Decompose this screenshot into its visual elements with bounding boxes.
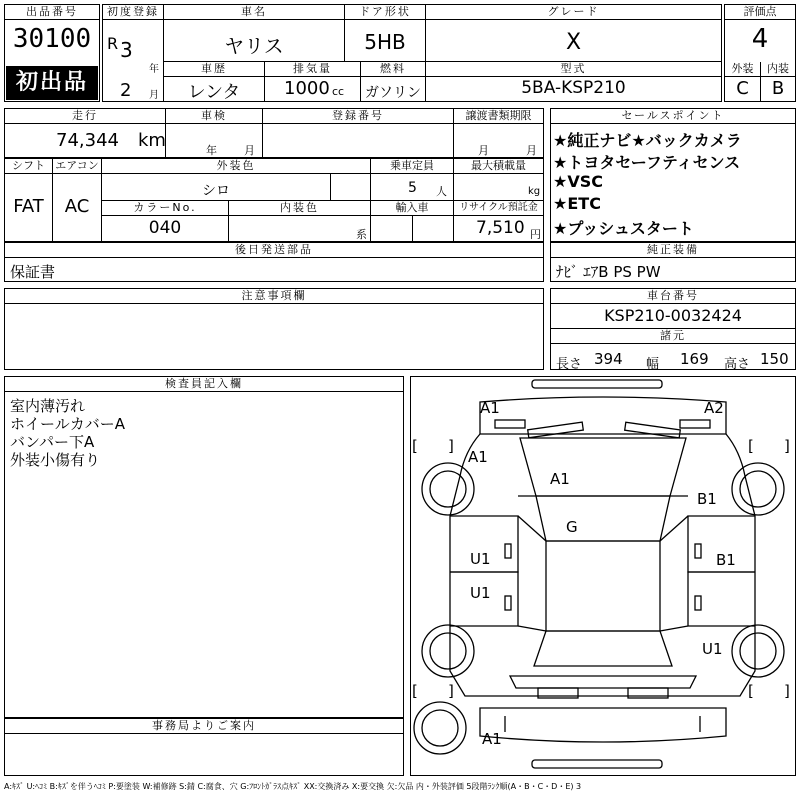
sales-point-5: ★プッシュスタート [553,219,694,238]
bracket-rear-right-close: ] [784,682,790,700]
model-code: 5BA-KSP210 [521,78,626,98]
score-value: 4 [751,24,769,54]
height-value: 150 [760,350,789,368]
grade-value: X [565,30,582,55]
inspector-line-3: バンパー下A [10,433,95,451]
mark-rear: A1 [482,730,502,748]
history-label: 車歴 [164,62,264,77]
bracket-rear-left-close: ] [448,682,454,700]
interior-label: 内装 [761,62,795,77]
inspector-line-4: 外装小傷有り [10,451,101,469]
displacement-label: 排気量 [265,62,360,77]
capacity-value: 5 [408,180,417,196]
ext-color-label: 外装色 [102,159,370,174]
mark-door-left-front: U1 [470,550,491,568]
width-label: 幅 [646,357,660,372]
inspector-line-2: ホイールカバーA [10,415,125,433]
kg-unit: kg [528,186,541,197]
bracket-front-right-close: ] [784,437,790,455]
mark-quarter-right: U1 [702,640,723,658]
cc-unit: cc [332,85,345,98]
lot-number: 30100 [12,24,92,54]
length-value: 394 [594,350,623,368]
kei-unit: 系 [356,228,367,241]
sales-point-label: セールスポイント [551,109,795,124]
inspection-year-unit: 年 [206,144,217,157]
exterior-grade: C [736,78,749,99]
legend-text: A:ｷｽﾞ U:ﾍｺﾐ B:ｷｽﾞを伴うﾍｺﾐ P:要塗装 W:補修跡 S:錆 C:腐食、穴 G:ﾌﾛﾝﾄｶﾞﾗｽ点ｷｽﾞ XX:交換済み X:要交換 欠:欠品 内・外装評価 5段階ﾗﾝｸ順(A・B・C・D・E) 3 [4,782,582,791]
first-reg-label: 初度登録 [103,5,163,20]
lot-no-label: 出品番号 [5,5,99,20]
bracket-rear-right-open: [ [748,682,754,700]
first-reg-month: 2 [120,80,132,101]
mark-rear-fender-right: B1 [697,490,717,508]
sales-point-3: ★VSC [553,172,603,191]
inspection-month-unit: 月 [244,144,255,157]
transfer-month-unit: 月 [478,144,489,157]
door-type: 5HB [364,30,406,54]
mark-door-right-front: B1 [716,551,736,569]
month-unit: 月 [149,90,159,101]
capacity-label: 乗車定員 [371,159,453,174]
fuel-label: 燃料 [361,62,425,77]
car-diagram-drawing [410,376,796,776]
import-label: 輸入車 [371,201,453,216]
sales-point-2: ★トヨタセーフティセンス [553,153,741,172]
color-no-value: 040 [148,218,182,238]
mileage-label: 走行 [5,109,165,124]
width-value: 169 [680,350,709,368]
era-letter: R [107,34,119,53]
first-reg-year: 3 [120,38,133,62]
mileage-value: 74,344 [56,130,119,151]
bracket-front-left-close: ] [448,437,454,455]
reg-no-label: 登録番号 [263,109,453,124]
bracket-front-left-open: [ [412,437,418,455]
ext-color-value: シロ [202,183,230,199]
chassis-label: 車台番号 [551,289,795,304]
mark-windshield: G [566,518,578,536]
genuine-equip-label: 純正装備 [551,243,795,258]
model-label: 型式 [426,62,721,77]
notes-label: 注意事項欄 [5,289,543,304]
yen-unit: 円 [530,228,541,241]
door-label: ドア形状 [345,5,425,20]
score-label: 評価点 [725,5,795,20]
office-label: 事務局よりご案内 [5,719,403,734]
sales-point-4: ★ETC [553,194,601,213]
chassis-number: KSP210-0032424 [604,306,742,325]
shift-value: FAT [13,196,44,217]
mark-hood: A1 [550,470,570,488]
km-unit: km [138,130,166,151]
dims-label: 諸元 [551,329,795,344]
genuine-equip-value: ﾅﾋﾞ ｴｱB PS PW [556,263,661,281]
displacement-value: 1000 [284,78,330,99]
height-label: 高さ [724,357,751,372]
later-parts-label: 後日発送部品 [5,243,543,258]
car-history: レンタ [187,82,241,103]
fuel-value: ガソリン [365,85,421,101]
year-unit: 年 [149,64,159,75]
shift-label: シフト [5,159,52,174]
int-color-label: 内装色 [229,201,370,216]
recycle-label: リサイクル預託金 [454,201,543,216]
inspector-line-1: 室内薄汚れ [10,397,86,415]
mark-front-left: A1 [480,399,500,417]
grade-label: グレード [426,5,721,20]
length-label: 長さ [556,357,583,372]
first-listing-badge: 初出品 [6,66,98,100]
aircon-value: AC [64,196,90,217]
person-unit: 人 [436,185,447,198]
interior-grade: B [771,78,785,99]
mark-front-right: A2 [704,399,724,417]
bracket-front-right-open: [ [748,437,754,455]
inspection-label: 車検 [166,109,262,124]
max-load-label: 最大積載量 [454,159,543,174]
car-name: ヤリス [224,34,284,58]
aircon-label: エアコン [53,159,101,174]
recycle-value: 7,510 [476,218,525,238]
car-name-label: 車名 [164,5,344,20]
bracket-rear-left-open: [ [412,682,418,700]
transfer-day-unit: 月 [526,144,537,157]
inspector-label: 検査員記入欄 [5,377,403,392]
transfer-label: 譲渡書類期限 [454,109,543,124]
mark-fender-left: A1 [468,448,488,466]
later-parts-value: 保証書 [10,263,56,281]
sales-point-1: ★純正ナビ★バックカメラ [553,131,742,150]
color-no-label: カラーNo. [102,201,228,216]
mark-door-left-rear: U1 [470,584,491,602]
exterior-label: 外装 [725,62,760,77]
